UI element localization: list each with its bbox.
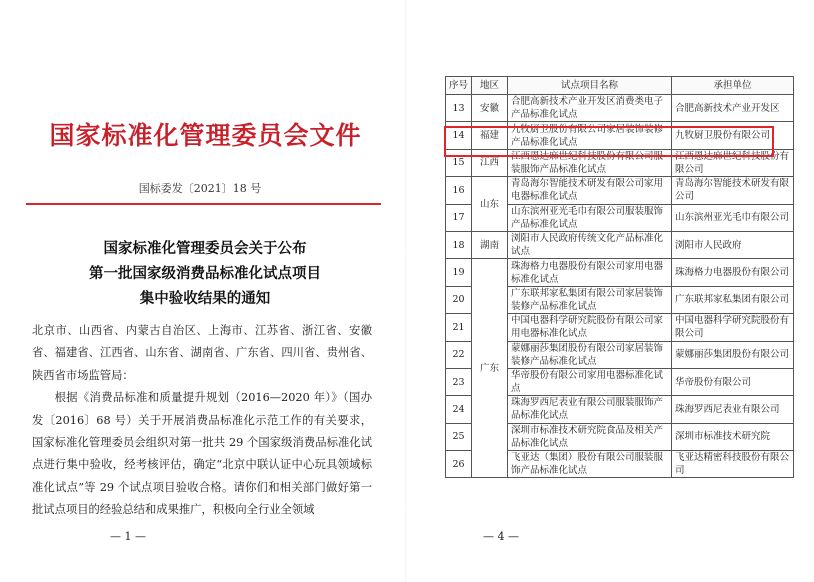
cell-project-name: 青岛海尔智能技术研发有限公司家用电器标准化试点 — [508, 177, 672, 204]
cell-index: 26 — [446, 451, 472, 478]
cell-unit: 蒙娜丽莎集团股份有限公司 — [672, 341, 794, 368]
cell-index: 25 — [446, 423, 472, 450]
cell-project-name: 深圳市标准技术研究院食品及相关产品标准化试点 — [508, 423, 672, 450]
header-index: 序号 — [446, 77, 472, 95]
cell-index: 23 — [446, 368, 472, 395]
table-row — [446, 95, 794, 122]
cell-project-name: 飞亚达（集团）股份有限公司服装服饰产品标准化试点 — [508, 451, 672, 478]
cell-project-name: 华帝股份有限公司家用电器标准化试点 — [508, 368, 672, 395]
cell-project-name: 广东联邦家私集团有限公司家居装饰装修产品标准化试点 — [508, 286, 672, 313]
table-row — [446, 231, 794, 258]
table-row — [446, 149, 794, 176]
body-paragraph: 根据《消费品标准和质量提升规划（2016—2020 年）》（国办发〔2016〕68 号）关于开展消费品标准化示范工作的有关要求，国家标准化管理委员会组织对第一批共 29 个国家级消费品标准化试点进行集中验收，经考核评估，确定“北京中联认证中心玩具领域标准化试点”等 29 个试点项目验收合格。请你们和相关部门做好第一批试点项目的经验总结和成果推广，积极向全行业全领域 — [32, 391, 372, 517]
cell-project-name: 山东滨州亚光毛巾有限公司服装服饰产品标准化试点 — [508, 204, 672, 231]
notice-title-line: 国家标准化管理委员会关于公布 — [103, 240, 307, 257]
cell-unit: 飞亚达精密科技股份有限公司 — [672, 451, 794, 478]
table-header-row — [446, 77, 794, 95]
notice-title-line: 集中验收结果的通知 — [139, 290, 271, 307]
cell-project-name: 珠海格力电器股份有限公司家用电器标准化试点 — [508, 259, 672, 286]
header-region: 地区 — [472, 77, 508, 95]
cell-index: 18 — [446, 231, 472, 258]
cell-index: 21 — [446, 314, 472, 341]
cell-project-name: 合肥高新技术产业开发区消费类电子产品标准化试点 — [508, 95, 672, 122]
notice-title — [30, 236, 380, 311]
cell-index: 14 — [446, 122, 472, 149]
header-unit: 承担单位 — [672, 77, 794, 95]
cell-index: 15 — [446, 149, 472, 176]
cell-unit: 山东滨州亚光毛巾有限公司 — [672, 204, 794, 231]
cell-index: 13 — [446, 95, 472, 122]
pilot-table-container — [445, 76, 793, 478]
cell-index: 22 — [446, 341, 472, 368]
cell-unit: 广东联邦家私集团有限公司 — [672, 286, 794, 313]
table-row — [446, 177, 794, 204]
red-divider — [26, 203, 381, 205]
cell-index: 24 — [446, 396, 472, 423]
cell-unit: 青岛海尔智能技术研发有限公司 — [672, 177, 794, 204]
notice-title-line: 第一批国家级消费品标准化试点项目 — [89, 265, 321, 282]
cell-unit: 中国电器科学研究院股份有限公司 — [672, 314, 794, 341]
cell-unit: 九牧厨卫股份有限公司 — [672, 122, 794, 149]
pilot-project-table — [445, 76, 794, 478]
right-page — [407, 0, 814, 582]
document-header: 国家标准化管理委员会文件 — [49, 121, 362, 150]
document-number: 国标委发〔2021〕18 号 — [138, 182, 262, 195]
cell-region: 福建 — [472, 122, 508, 149]
cell-unit: 华帝股份有限公司 — [672, 368, 794, 395]
cell-project-name: 九牧厨卫股份有限公司家居装饰装修产品标准化试点 — [508, 122, 672, 149]
page-number-right: — 4 — — [483, 530, 519, 543]
cell-unit: 珠海格力电器股份有限公司 — [672, 259, 794, 286]
cell-project-name: 珠海罗西尼表业有限公司服装服饰产品标准化试点 — [508, 396, 672, 423]
table-row — [446, 259, 794, 286]
cell-region: 江西 — [472, 149, 508, 176]
cell-index: 19 — [446, 259, 472, 286]
cell-project-name: 江西恩达麻世纪科技股份有限公司服装服饰产品标准化试点 — [508, 149, 672, 176]
cell-region: 广东 — [472, 259, 508, 478]
cell-index: 16 — [446, 177, 472, 204]
cell-project-name: 中国电器科学研究院股份有限公司家用电器标准化试点 — [508, 314, 672, 341]
cell-unit: 合肥高新技术产业开发区 — [672, 95, 794, 122]
cell-index: 17 — [446, 204, 472, 231]
cell-region: 山东 — [472, 177, 508, 232]
cell-project-name: 浏阳市人民政府传统文化产品标准化试点 — [508, 231, 672, 258]
cell-unit: 深圳市标准技术研究院 — [672, 423, 794, 450]
header-project-name: 试点项目名称 — [508, 77, 672, 95]
addressee-paragraph: 北京市、山西省、内蒙古自治区、上海市、江苏省、浙江省、安徽省、福建省、江西省、山东省、湖南省、广东省、四川省、贵州省、陕西省市场监管局： — [32, 324, 372, 382]
table-row — [446, 122, 794, 149]
cell-unit: 珠海罗西尼表业有限公司 — [672, 396, 794, 423]
cell-region: 湖南 — [472, 231, 508, 258]
cell-unit: 浏阳市人民政府 — [672, 231, 794, 258]
cell-project-name: 蒙娜丽莎集团股份有限公司家居装饰装修产品标准化试点 — [508, 341, 672, 368]
cell-index: 20 — [446, 286, 472, 313]
cell-region: 安徽 — [472, 95, 508, 122]
page-number-left: — 1 — — [110, 530, 146, 543]
cell-unit: 江西恩达麻世纪科技股份有限公司 — [672, 149, 794, 176]
notice-body — [32, 320, 372, 522]
